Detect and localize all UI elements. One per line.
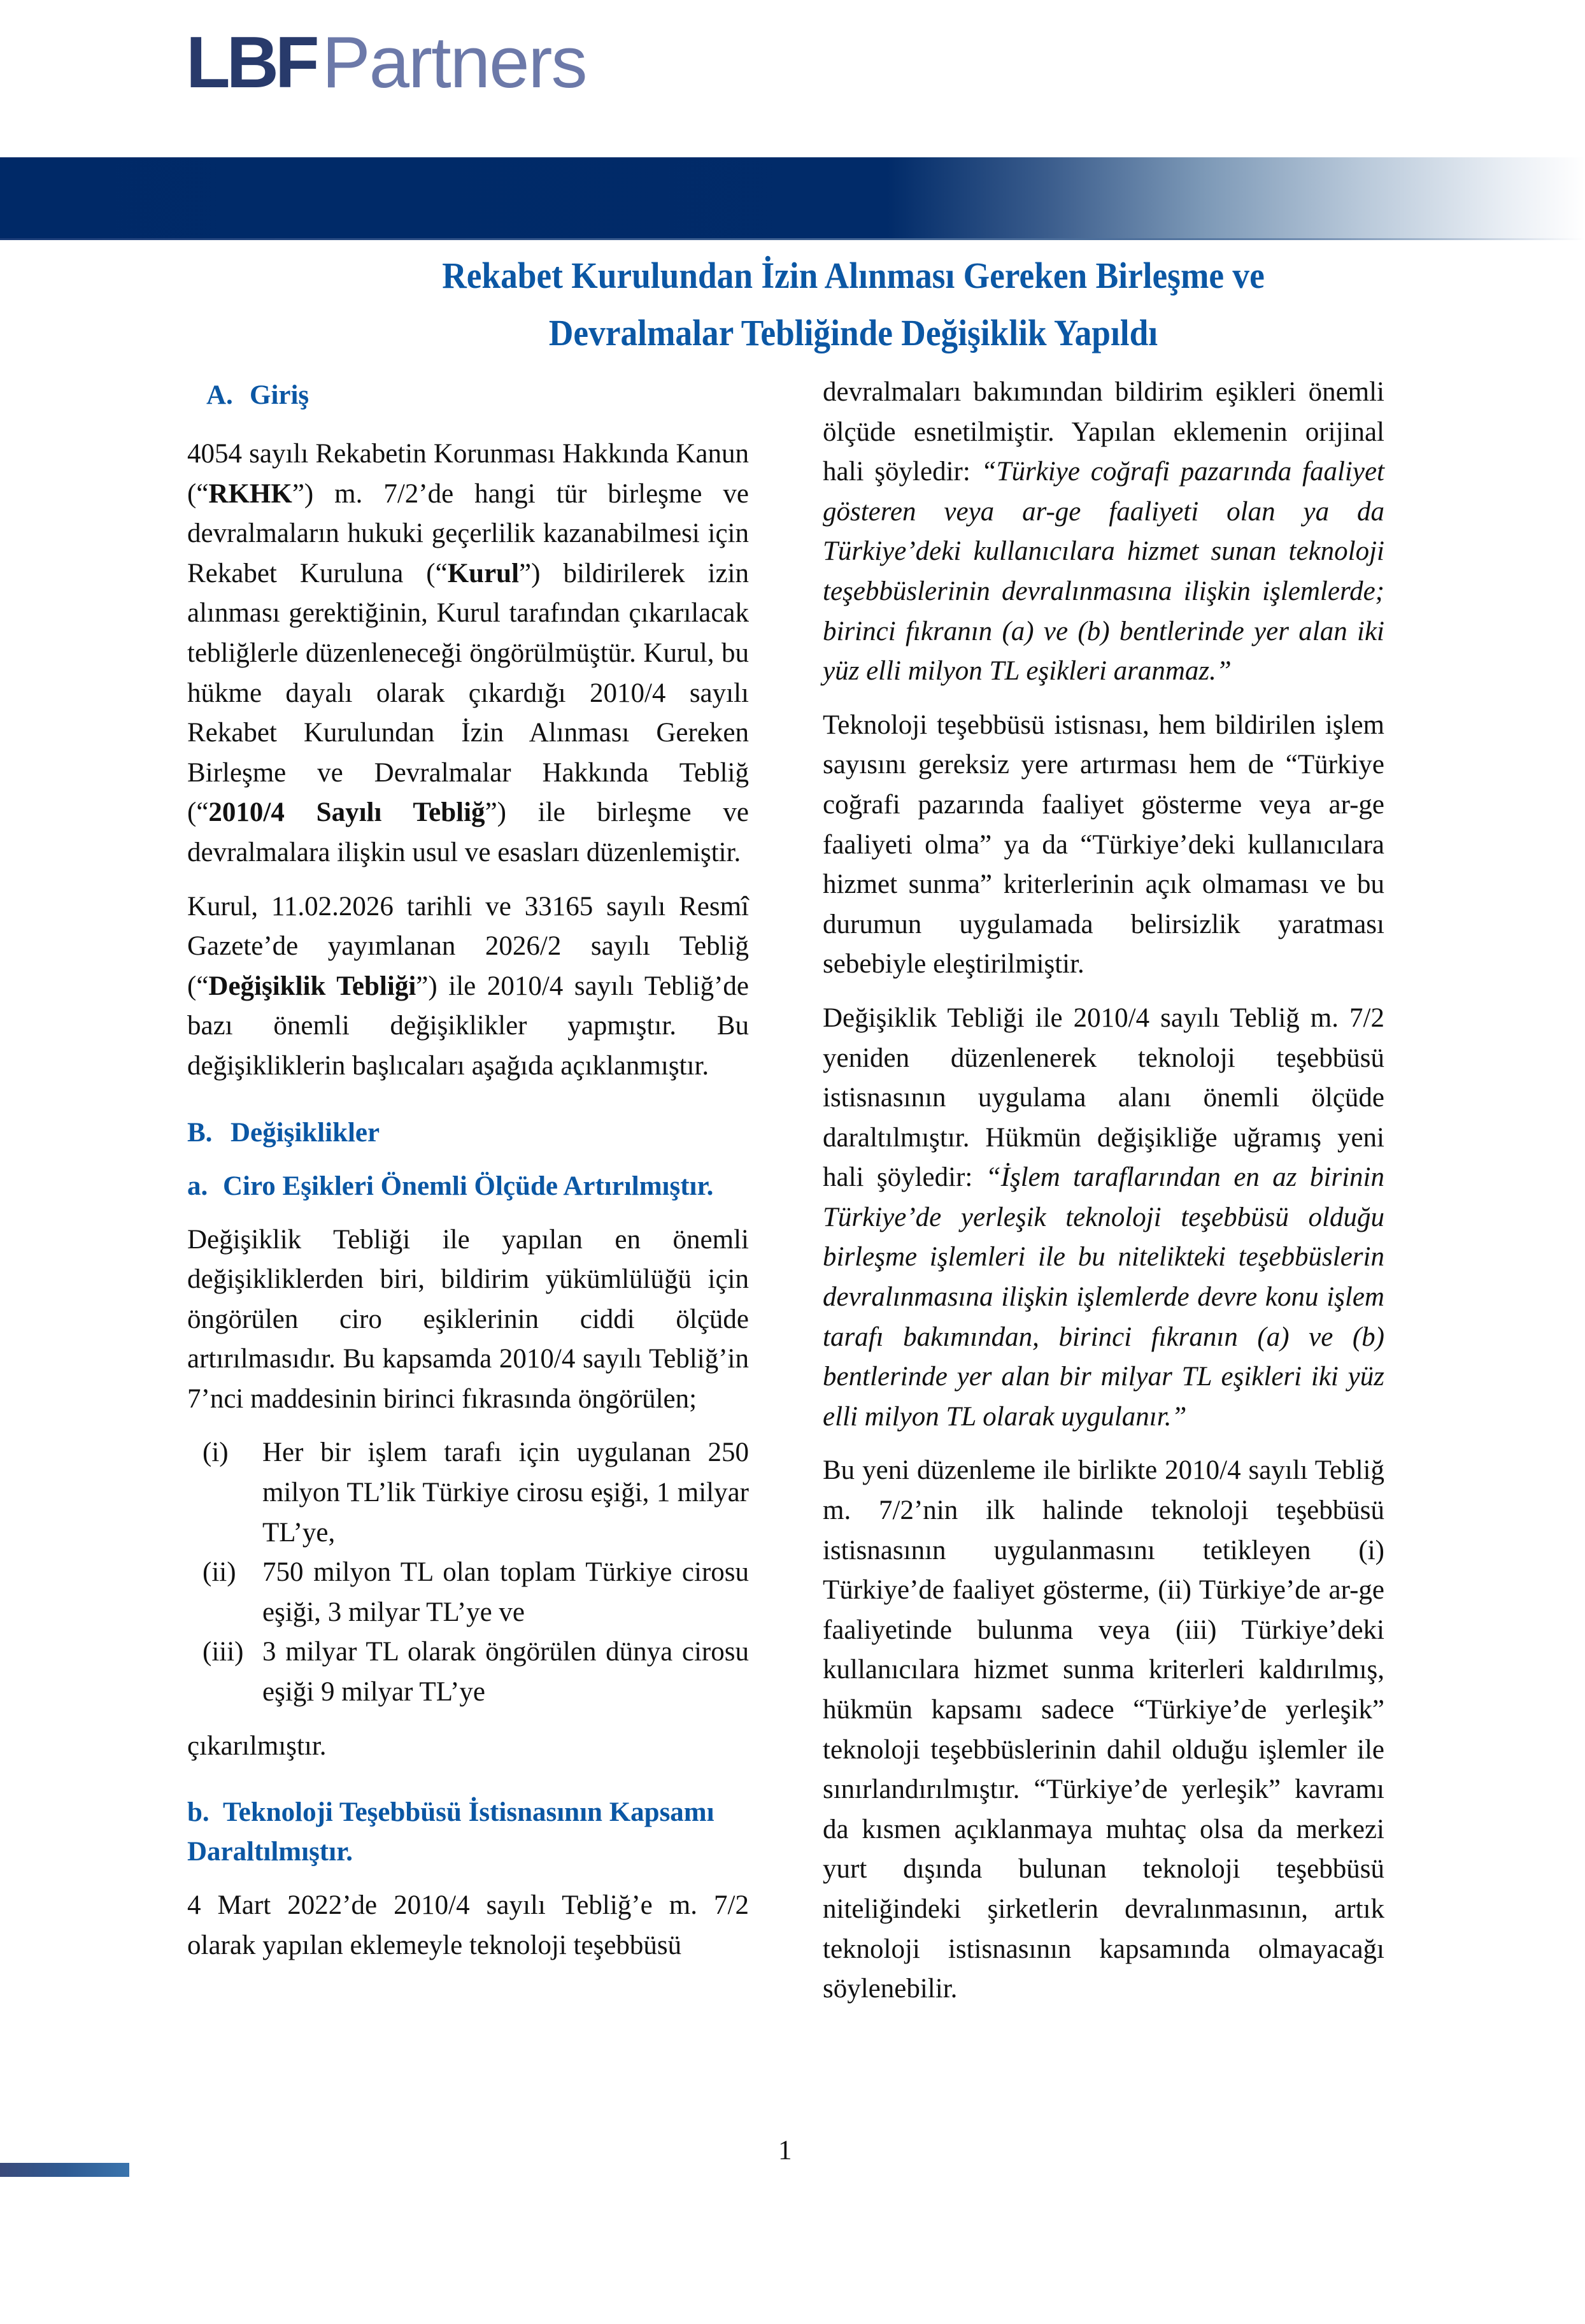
section-b-label: Değişiklikler [231, 1117, 380, 1148]
amended-provision-paragraph [823, 999, 1384, 1437]
list-item [187, 1433, 749, 1553]
intro-paragraph-2 [187, 887, 749, 1087]
tech-exception-paragraph-start: 4 Mart 2022’de 2010/4 sayılı Tebliğ’e m. 7/2 olarak yapılan eklemeyle teknoloji teşebbüsü [187, 1890, 749, 1960]
logo-partners: Partners [322, 22, 586, 103]
subsection-b-label: Teknoloji Teşebbüsü İstisnasının Kapsamı Daraltılmıştır. [187, 1797, 714, 1867]
list-item [187, 1632, 749, 1712]
list-marker: (ii) [203, 1557, 236, 1588]
section-a-number: A. [206, 380, 233, 410]
section-b-number: B. [187, 1117, 213, 1148]
intro-paragraph-1 [187, 434, 749, 873]
original-provision-paragraph [823, 373, 1384, 692]
title-line-1: Rekabet Kurulundan İzin Alınması Gereken Birleşme ve [442, 255, 1265, 296]
header-band-rule [0, 238, 1585, 240]
conclusion-paragraph: Bu yeni düzenleme ile birlikte 2010/4 sayılı Tebliğ m. 7/2’nin ilk halinde teknoloji teşebbüsü istisnasının uygulanmasını tetikleyen (i) Türkiye’de faaliyet gösterme, (ii) Türkiye’de ar-ge faaliyetinde bulunma veya (iii) Türkiye’deki kullanıcılara hizmet sunma kriterleri kaldırılmış, hükmün kapsamı sadece “Türkiye’de yerleşik” teknoloji teşebbüslerinin dahil olduğu işlemler ile sınırlandırılmıştır. “Türkiye’de yerleşik” kavramı da kısmen açıklanmaya muhtaç olsa da merkezi yurt dışında bulunan teknoloji teşebbüsü niteliğindeki şirketlerin devralınmasının, artık teknoloji istisnasının kapsamında olmayacağı söylenebilir. [823, 1455, 1384, 2004]
lbf-partners-logo [186, 22, 586, 103]
text: ”) m. 7/2’de hangi tür birleşme ve devralmaların hukuki geçerlilik kazanabilmesi için Rekabet Kuruluna (“ [187, 478, 749, 588]
list-marker: (i) [203, 1437, 229, 1468]
text: Kurul, 11.02.2026 tarihli ve 33165 sayılı Resmî Gazete’de yayımlanan 2026/2 sayılı Tebliğ (“ [187, 891, 749, 1001]
defined-term-kurul: Kurul [447, 558, 520, 588]
logo-lbf: LBF [186, 22, 316, 103]
list-text: 3 milyar TL olarak öngörülen dünya cirosu eşiği 9 milyar TL’ye [262, 1637, 749, 1707]
page-number: 1 [778, 2135, 792, 2165]
text: devralmaları bakımından bildirim eşikleri önemli ölçüde esnetilmiştir. Yapılan eklemenin orijinal hali şöyledir: [823, 377, 1384, 487]
amended-provision-quote: “İşlem taraflarından en az birinin Türkiye’de yerleşik teknoloji teşebbüsü olduğu birleşme işlemleri ile bu nitelikteki teşebbüslerin devralınmasına ilişkin işlemlerde devre konu işlem tarafı bakımından, birinci fıkranın (a) ve (b) bentlerinde yer alan bir milyar TL eşikleri iki yüz elli milyon TL olarak uygulanır.” [823, 1162, 1384, 1432]
document-title [244, 247, 1463, 362]
list-conclusion: çıkarılmıştır. [187, 1730, 327, 1761]
defined-term-2010-4: 2010/4 Sayılı Tebliğ [208, 797, 485, 828]
thresholds-paragraph: Değişiklik Tebliği ile yapılan en önemli değişikliklerden biri, bildirim yükümlülüğü için öngörülen ciro eşiklerinin ciddi ölçüde artırılmasıdır. Bu kapsamda 2010/4 sayılı Tebliğ’in 7’nci maddesinin birinci fıkrasında öngörülen; [187, 1224, 749, 1414]
text: 4054 sayılı Rekabetin Korunması Hakkında Kanun (“ [187, 439, 749, 509]
text: ”) ile birleşme ve devralmalara ilişkin usul ve esasları düzenlemiştir. [187, 797, 749, 867]
section-a-label: Giriş [250, 380, 309, 410]
original-provision-quote: “Türkiye coğrafi pazarında faaliyet gösteren veya ar-ge faaliyeti olan ya da Türkiye’deki kullanıcılara hizmet sunan teknoloji teşebbüslerinin devralınmasına ilişkin işlemlerde; birinci fıkranın (a) ve (b) bentlerinde yer alan iki yüz elli milyon TL eşikleri aranmaz.” [823, 457, 1384, 687]
list-marker: (iii) [203, 1637, 244, 1667]
defined-term-rkhk: RKHK [208, 478, 292, 509]
text: Değişiklik Tebliği ile 2010/4 sayılı Tebliğ m. 7/2 yeniden düzenlenerek teknoloji teşebbüsü istisnasının uygulama alanı önemli ölçüde daraltılmıştır. Hükmün değişikliğe uğramış yeni hali şöyledir: [823, 1002, 1384, 1193]
list-text: Her bir işlem tarafı için uygulanan 250 milyon TL’lik Türkiye cirosu eşiği, 1 milyar TL’ye, [262, 1437, 749, 1548]
list-item [187, 1553, 749, 1632]
subsection-b-heading [187, 1793, 749, 1872]
title-line-2: Devralmalar Tebliğinde Değişiklik Yapıldı [548, 312, 1158, 353]
threshold-list [187, 1433, 749, 1712]
left-column [187, 376, 749, 1979]
subsection-a-label: Ciro Eşikleri Önemli Ölçüde Artırılmıştır. [223, 1171, 714, 1201]
criticism-paragraph: Teknoloji teşebbüsü istisnası, hem bildirilen işlem sayısını gereksiz yere artırması hem de “Türkiye coğrafi pazarında faaliyet gösterme veya ar-ge faaliyeti olma” ya da “Türkiye’deki kullanıcılara hizmet sunma” kriterlerinin açık olmaması ve bu durumun uygulamada belirsizlik yaratması sebebiyle eleştirilmiştir. [823, 709, 1384, 980]
header-band [0, 157, 1585, 240]
text: ”) ile 2010/4 sayılı Tebliğ’de bazı önemli değişiklikler yapmıştır. Bu değişikliklerin başlıcaları aşağıda açıklanmıştır. [187, 971, 749, 1081]
list-text: 750 milyon TL olan toplam Türkiye cirosu eşiği, 3 milyar TL’ye ve [262, 1557, 749, 1627]
subsection-b-number: b. [187, 1797, 210, 1828]
footer-accent-bar [0, 2163, 129, 2177]
text: ”) bildirilerek izin alınması gerektiğinin, Kurul tarafından çıkarılacak tebliğlerle düzenleneceği öngörülmüştür. Kurul, bu hükme dayalı olarak çıkardığı 2010/4 sayılı Rekabet Kurulundan İzin Alınması Gereken Birleşme ve Devralmalar Hakkında Tebliğ (“ [187, 558, 749, 828]
subsection-a-heading [187, 1167, 749, 1206]
section-b-heading [187, 1113, 749, 1153]
section-a-heading [187, 376, 749, 415]
subsection-a-number: a. [187, 1171, 208, 1201]
defined-term-degisiklik: Değişiklik Tebliği [208, 971, 416, 1001]
right-column [823, 373, 1384, 2023]
